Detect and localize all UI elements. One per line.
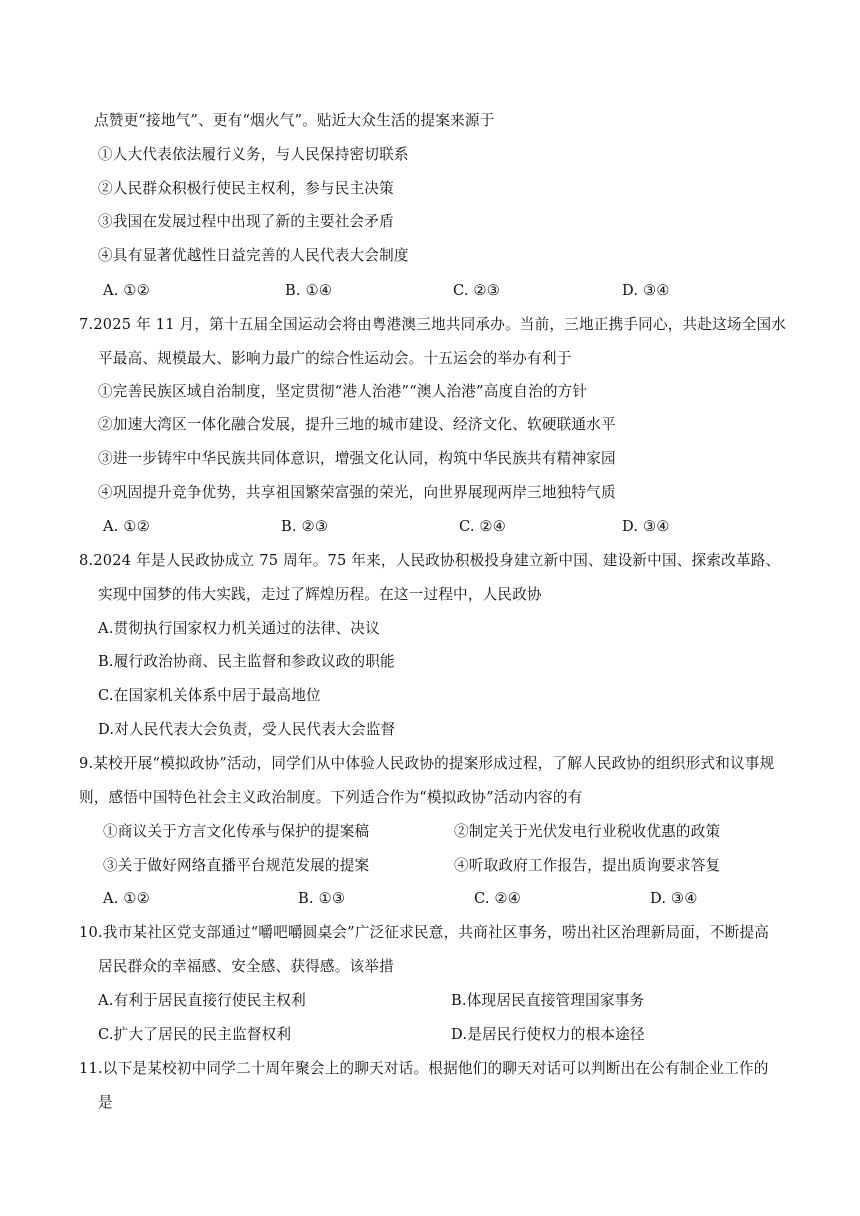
q7-choice-d: D. ③④	[622, 518, 670, 535]
q8-stem-line1: 8.2024 年是人民政协成立 75 周年。75 年来，人民政协积极投身建立新中国、建设新中国、探索改革路、	[79, 552, 781, 569]
q6-choice-d: D. ③④	[622, 282, 670, 299]
q9-option-4: ④听取政府工作报告，提出质询要求答复	[454, 857, 721, 874]
q9-choice-a: A. ①②	[103, 890, 150, 907]
q8-choice-c: C.在国家机关体系中居于最高地位	[98, 687, 321, 704]
q6-option-4: ④具有显著优越性日益完善的人民代表大会制度	[98, 247, 409, 264]
q10-choice-a: A.有利于居民直接行使民主权利	[98, 992, 306, 1009]
q7-option-2: ②加速大湾区一体化融合发展，提升三地的城市建设、经济文化、软硬联通水平	[98, 416, 616, 433]
q10-choice-d: D.是居民行使权力的根本途径	[451, 1026, 645, 1043]
q7-choice-b: B. ②③	[281, 518, 329, 535]
q8-choice-d: D.对人民代表大会负责，受人民代表大会监督	[98, 721, 396, 738]
q9-choice-d: D. ③④	[650, 890, 698, 907]
q9-stem-line1: 9.某校开展“模拟政协”活动，同学们从中体验人民政协的提案形成过程，了解人民政协的组织形式和议事规	[79, 755, 775, 772]
q10-choice-b: B.体现居民直接管理国家事务	[451, 992, 645, 1009]
q6-choice-b: B. ①④	[285, 282, 333, 299]
q6-choice-c: C. ②③	[453, 282, 501, 299]
q6-option-3: ③我国在发展过程中出现了新的主要社会矛盾	[98, 213, 394, 230]
q7-option-4: ④巩固提升竞争优势，共享祖国繁荣富强的荣光，向世界展现两岸三地独特气质	[98, 484, 616, 501]
q9-option-2: ②制定关于光伏发电行业税收优惠的政策	[454, 823, 721, 840]
q10-stem-line1: 10.我市某社区党支部通过“嚼吧嚼圆桌会”广泛征求民意，共商社区事务，唠出社区治理新局面，不断提高	[79, 924, 770, 941]
q6-stem-tail: 点赞更“接地气”、更有“烟火气”。贴近大众生活的提案来源于	[94, 112, 495, 129]
q11-stem-line1: 11.以下是某校初中同学二十周年聚会上的聊天对话。根据他们的聊天对话可以判断出在公有制企业工作的	[79, 1060, 769, 1077]
q9-option-3: ③关于做好网络直播平台规范发展的提案	[103, 857, 370, 874]
q8-choice-a: A.贯彻执行国家权力机关通过的法律、决议	[98, 620, 380, 637]
q9-choice-c: C. ②④	[474, 890, 522, 907]
q9-stem-line2: 则，感悟中国特色社会主义政治制度。下列适合作为“模拟政协”活动内容的有	[79, 789, 583, 806]
q11-stem-line2: 是	[98, 1094, 113, 1111]
q8-stem-line2: 实现中国梦的伟大实践，走过了辉煌历程。在这一过程中，人民政协	[98, 586, 542, 603]
q10-stem-line2: 居民群众的幸福感、安全感、获得感。该举措	[98, 958, 394, 975]
q9-choice-b: B. ①③	[298, 890, 346, 907]
q6-choice-a: A. ①②	[103, 282, 150, 299]
q10-choice-c: C.扩大了居民的民主监督权利	[98, 1026, 292, 1043]
q9-option-1: ①商议关于方言文化传承与保护的提案稿	[103, 823, 370, 840]
q7-option-3: ③进一步铸牢中华民族共同体意识，增强文化认同，构筑中华民族共有精神家园	[98, 450, 616, 467]
q7-stem-line2: 平最高、规模最大、影响力最广的综合性运动会。十五运会的举办有利于	[98, 350, 572, 367]
q7-option-1: ①完善民族区域自治制度，坚定贯彻“港人治港”“澳人治港”高度自治的方针	[98, 383, 588, 400]
q7-stem-line1: 7.2025 年 11 月，第十五届全国运动会将由粤港澳三地共同承办。当前，三地正携手同心，共赴这场全国水	[79, 316, 787, 333]
q7-choice-a: A. ①②	[103, 518, 150, 535]
q6-option-1: ①人大代表依法履行义务，与人民保持密切联系	[98, 146, 409, 163]
q7-choice-c: C. ②④	[459, 518, 507, 535]
q6-option-2: ②人民群众积极行使民主权利，参与民主决策	[98, 180, 394, 197]
q8-choice-b: B.履行政治协商、民主监督和参政议政的职能	[98, 653, 395, 670]
